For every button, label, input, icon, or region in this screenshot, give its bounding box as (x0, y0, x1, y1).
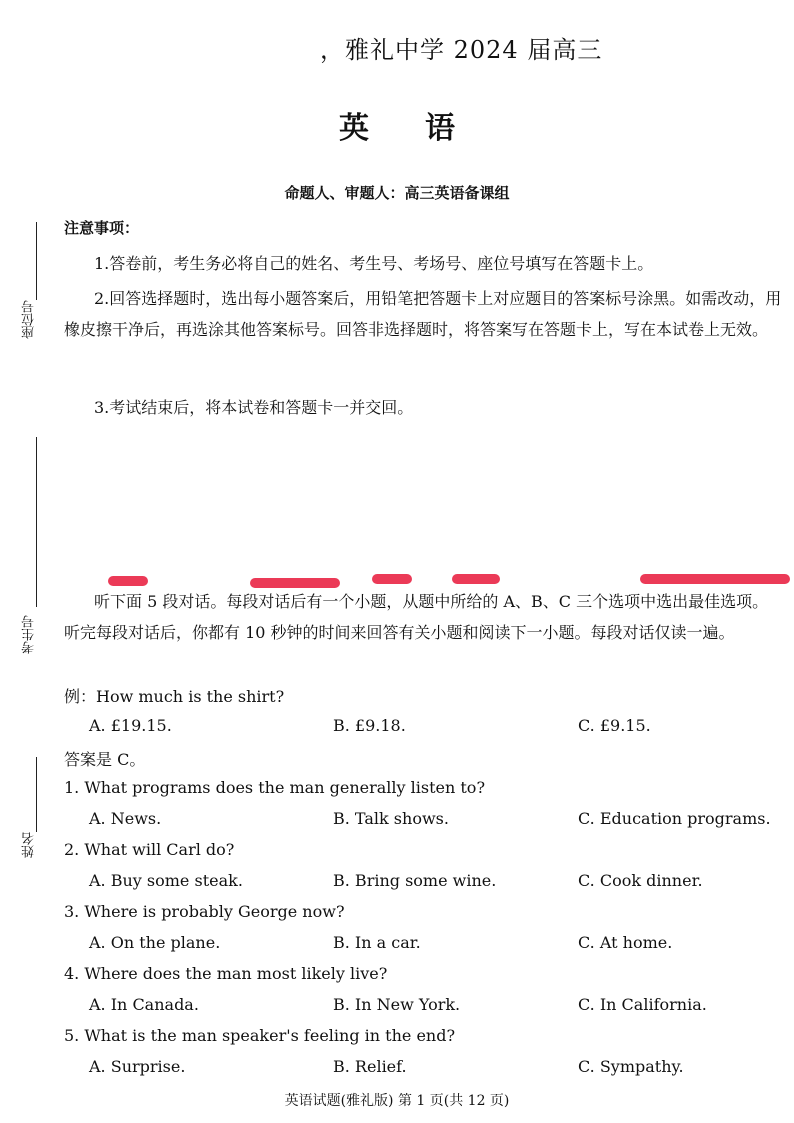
question-2-option-b: B. Bring some wine. (333, 871, 497, 890)
redaction-mark-4 (452, 574, 500, 584)
question-2: 2. What will Carl do? (64, 840, 235, 859)
question-2-option-c: C. Cook dinner. (578, 871, 703, 890)
question-1-option-b: B. Talk shows. (333, 809, 449, 828)
question-3: 3. Where is probably George now? (64, 902, 345, 921)
question-2-option-a: A. Buy some steak. (89, 871, 243, 890)
exam-no-label: 考生号 (22, 615, 37, 654)
seat-label: 座位号 (22, 300, 37, 339)
question-4: 4. Where does the man most likely live? (64, 964, 388, 983)
question-4-option-c: C. In California. (578, 995, 707, 1014)
name-label: 姓名 (22, 832, 37, 858)
example-option-a: A. £19.15. (89, 716, 172, 735)
subject-title (0, 103, 794, 147)
subject-char-2: 语 (425, 111, 455, 146)
example-option-b: B. £9.18. (333, 716, 406, 735)
question-1-option-a: A. News. (89, 809, 162, 828)
question-5-option-b: B. Relief. (333, 1057, 407, 1076)
listening-instruction: 听下面 5 段对话。每段对话后有一个小题，从题中所给的 A、B、C 三个选项中选出最佳选项。听完每段对话后，你都有 10 秒钟的时间来回答有关小题和阅读下一小题。每段对话仅读一遍。 (64, 592, 769, 642)
question-1: 1. What programs does the man generally listen to? (64, 778, 486, 797)
school-title: ，雅礼中学 2024 届高三 (320, 36, 603, 64)
question-3-option-c: C. At home. (578, 933, 673, 952)
redaction-mark-5 (640, 574, 790, 584)
question-5-option-c: C. Sympathy. (578, 1057, 684, 1076)
name-line (36, 757, 37, 832)
question-3-option-b: B. In a car. (333, 933, 421, 952)
question-5-option-a: A. Surprise. (89, 1057, 186, 1076)
example-answer: 答案是 C。 (64, 750, 146, 769)
authors-line: 命题人、审题人：高三英语备课组 (284, 184, 510, 202)
question-5: 5. What is the man speaker's feeling in the end? (64, 1026, 456, 1045)
redaction-mark-1 (108, 576, 148, 586)
subject-char-1: 英 (339, 111, 369, 146)
notice-item-2: 2.回答选择题时，选出每小题答案后，用铅笔把答题卡上对应题目的答案标号涂黑。如需改动，用橡皮擦干净后，再选涂其他答案标号。回答非选择题时，将答案写在答题卡上，写在本试卷上无效。 (64, 289, 782, 339)
question-3-option-a: A. On the plane. (89, 933, 221, 952)
example-option-c: C. £9.15. (578, 716, 651, 735)
question-1-option-c: C. Education programs. (578, 809, 771, 828)
page-footer: 英语试题(雅礼版) 第 1 页(共 12 页) (284, 1093, 510, 1109)
notice-item-3: 3.考试结束后，将本试卷和答题卡一并交回。 (94, 398, 414, 417)
notice-heading: 注意事项： (64, 219, 140, 237)
redaction-mark-3 (372, 574, 412, 584)
question-4-option-a: A. In Canada. (89, 995, 199, 1014)
question-4-option-b: B. In New York. (333, 995, 461, 1014)
example-question: 例：How much is the shirt? (64, 687, 285, 706)
notice-item-1: 1.答卷前，考生务必将自己的姓名、考生号、考场号、座位号填写在答题卡上。 (94, 254, 654, 273)
exam-no-line (36, 437, 37, 607)
seat-line (36, 222, 37, 300)
